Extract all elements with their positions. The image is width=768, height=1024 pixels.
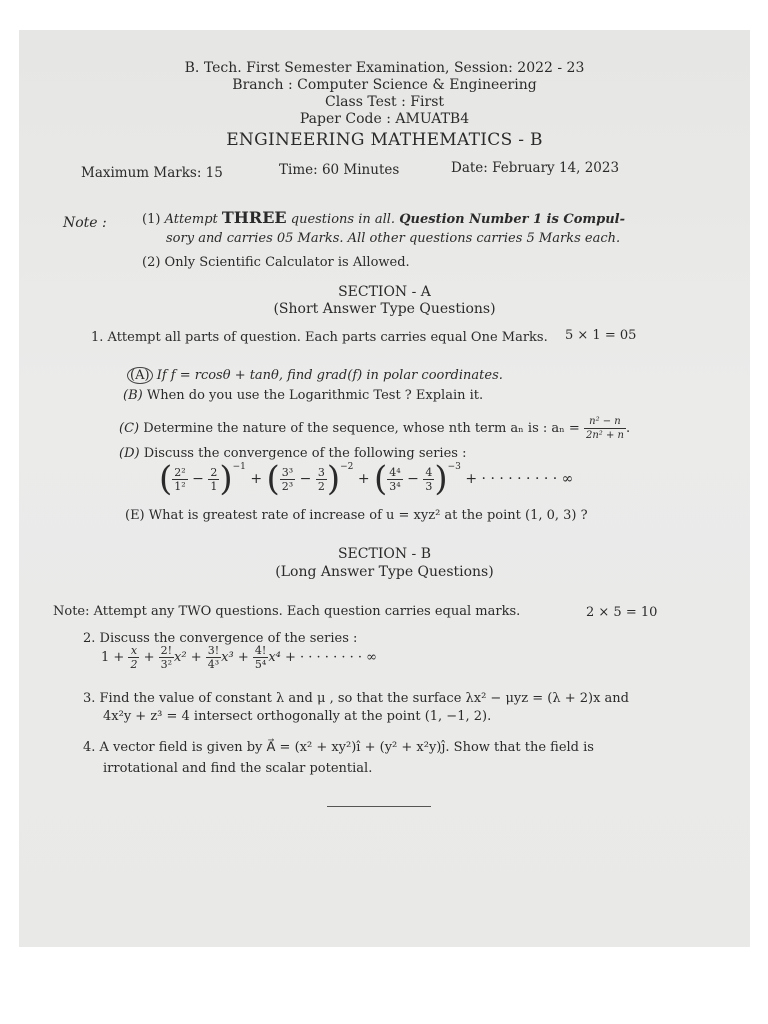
end-rule [327,806,431,807]
note-item-1 [142,208,662,248]
question-3-line-1: 3. Find the value of constant λ and μ , so that the surface λx² − μyz = (λ + 2)x and [83,691,629,706]
q1-part-b [123,388,483,403]
q1-part-c-denominator: 2n² + n [585,430,624,441]
q1-part-d-series: ( $\frac{\text{2²}}{\text{1²}}$ − $\frac{2}{1}$ )$^{-1}$ + ( $\frac{\text{3³}}{\text{2³}}$ − $\frac{3}{2}$ )$^{-2}$ + ( $\frac{\text{4⁴}}{\text{3⁴}}$ − $\frac{4}{3}$ )$^{-3}$ + · · · · · · · · · ∞ [159,459,574,499]
note-item-1-d: Question Number 1 is Compul- [399,212,625,227]
note-item-1-e: sory and carries 05 Marks. [166,231,344,246]
q1-part-e-label: (E) [125,508,145,523]
q1-part-c-label: (C) [119,421,140,436]
section-b-note: Note: Attempt any TWO questions. Each question carries equal marks. [53,604,521,619]
question-2-series: 1 + $\frac{x}{2}$ + $\frac{2!}{\text{3²}}$ x² + $\frac{3!}{\text{4³}}$ x³ + $\frac{4!}{\text{5⁴}}$ x⁴ + · · · · · · · · ∞ [101,644,377,671]
question-1-marks: 5 × 1 = 05 [565,328,637,343]
paper-code: Paper Code : AMUATB4 [299,111,470,127]
q1-part-c-fraction [584,415,626,442]
q1-part-a-text: If f = rcosθ + tanθ, find grad(f) in polar coordinates. [156,368,503,383]
section-b-marks: 2 × 5 = 10 [586,605,658,620]
question-1: 1. Attempt all parts of question. Each parts carries equal One Marks. [91,330,548,345]
q1-part-d-label: (D) [119,446,140,461]
note-item-1-three: THREE [221,208,287,227]
q1-part-c: (C) Determine the nature of the sequence, whose nth term aₙ is : aₙ = $\frac{\text{n² − n}}{\text{2n² + n}}$ . [119,416,631,441]
note-item-1-c: questions in all. [290,212,396,227]
question-2: 2. Discuss the convergence of the series : [83,631,358,646]
note-label: Note : [63,215,107,231]
exam-session: B. Tech. First Semester Examination, Session: 2022 - 23 [184,60,585,76]
section-b-subtitle: (Long Answer Type Questions) [275,564,494,580]
q1-part-e-text: What is greatest rate of increase of u = xyz² at the point (1, 0, 3) ? [148,508,588,523]
section-a-subtitle: (Short Answer Type Questions) [273,301,496,317]
maximum-marks: Maximum Marks: 15 [81,165,223,181]
note-item-1-f: All other questions carries 5 Marks each. [347,231,621,246]
q1-part-c-text: Determine the nature of the sequence, whose nth term aₙ is : aₙ = [143,421,580,436]
section-b-title: SECTION - B [337,546,432,562]
section-a-title: SECTION - A [338,284,431,300]
q1-part-d-text: Discuss the convergence of the following series : [143,446,467,461]
branch: Branch : Computer Science & Engineering [232,77,537,93]
question-4-line-2: irrotational and find the scalar potential. [103,761,373,776]
q1-part-b-text: When do you use the Logarithmic Test ? Explain it. [146,388,484,403]
note-item-2: (2) Only Scientific Calculator is Allowed. [142,255,410,270]
exam-date: Date: February 14, 2023 [451,160,620,176]
exam-paper [19,30,750,947]
note-item-1-num: (1) [142,212,161,227]
q1-part-b-label: (B) [123,388,143,403]
exam-time: Time: 60 Minutes [279,162,400,178]
q1-part-a [127,367,503,384]
q1-part-a-label: (A) [127,367,153,384]
q1-part-c-numerator: n² − n [584,415,626,429]
question-3-line-2: 4x²y + z³ = 4 intersect orthogonally at the point (1, −1, 2). [103,709,492,724]
question-4-line-1: 4. A vector field is given by A⃗ = (x² + xy²)î + (y² + x²y)ĵ. Show that the field is [83,740,594,755]
paper-title: ENGINEERING MATHEMATICS - B [226,130,543,150]
note-item-1-a: Attempt [164,212,218,227]
class-test: Class Test : First [324,94,444,110]
q1-part-e [125,508,588,523]
